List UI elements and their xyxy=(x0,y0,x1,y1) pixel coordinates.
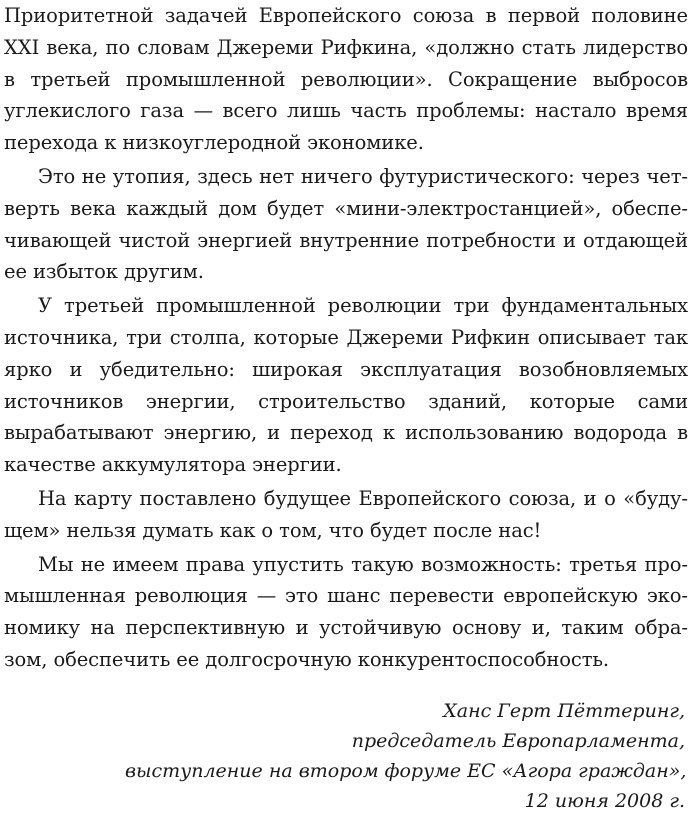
paragraph-5: Мы не имеем права упустить такую возможность: третья промышленная революция — это шанс перевести европейскую экономику на перспективную и устойчивую основу и, таким образом, обеспечить ее долгосрочную конкурентоспособность. xyxy=(4,552,688,671)
signature-event: выступление на втором форуме ЕС «Агора граждан», xyxy=(125,760,687,782)
paragraph-3: У третьей промышленной революции три фундаментальных источника, три столпа, которые Джереми Рифкин описывает так ярко и убедительно: широкая эксплуатация возобновляемых источников энергии, строительство зданий, которые сами вырабатывают энергию, и переход к использованию водорода в качестве аккумулятора энергии. xyxy=(4,294,688,477)
signature-block xyxy=(125,696,685,816)
paragraph-4: На карту поставлено будущее Европейского союза, и о «будущем» нельзя думать как о том, что будет после нас! xyxy=(4,486,688,542)
signature-position: председатель Европарламента, xyxy=(351,730,685,752)
paragraph-1: Приоритетной задачей Европейского союза в первой половине XXI века, по словам Джереми Рифкина, «должно стать лидерство в третьей промышленной революции». Сокращение выбросов углекислого газа — всего лишь часть проблемы: настало время перехода к низкоуглеродной экономике. xyxy=(4,4,688,155)
signature-name: Ханс Герт Пёттеринг, xyxy=(443,700,685,722)
paragraph-2: Это не утопия, здесь нет ничего футуристического: через четверть века каждый дом будет «мини-электростанцией», обеспечивающей чистой энергией внутренние потребности и отдающей ее избыток другим. xyxy=(4,164,688,284)
signature-date: 12 июня 2008 г. xyxy=(524,790,685,812)
document-page xyxy=(4,0,688,676)
